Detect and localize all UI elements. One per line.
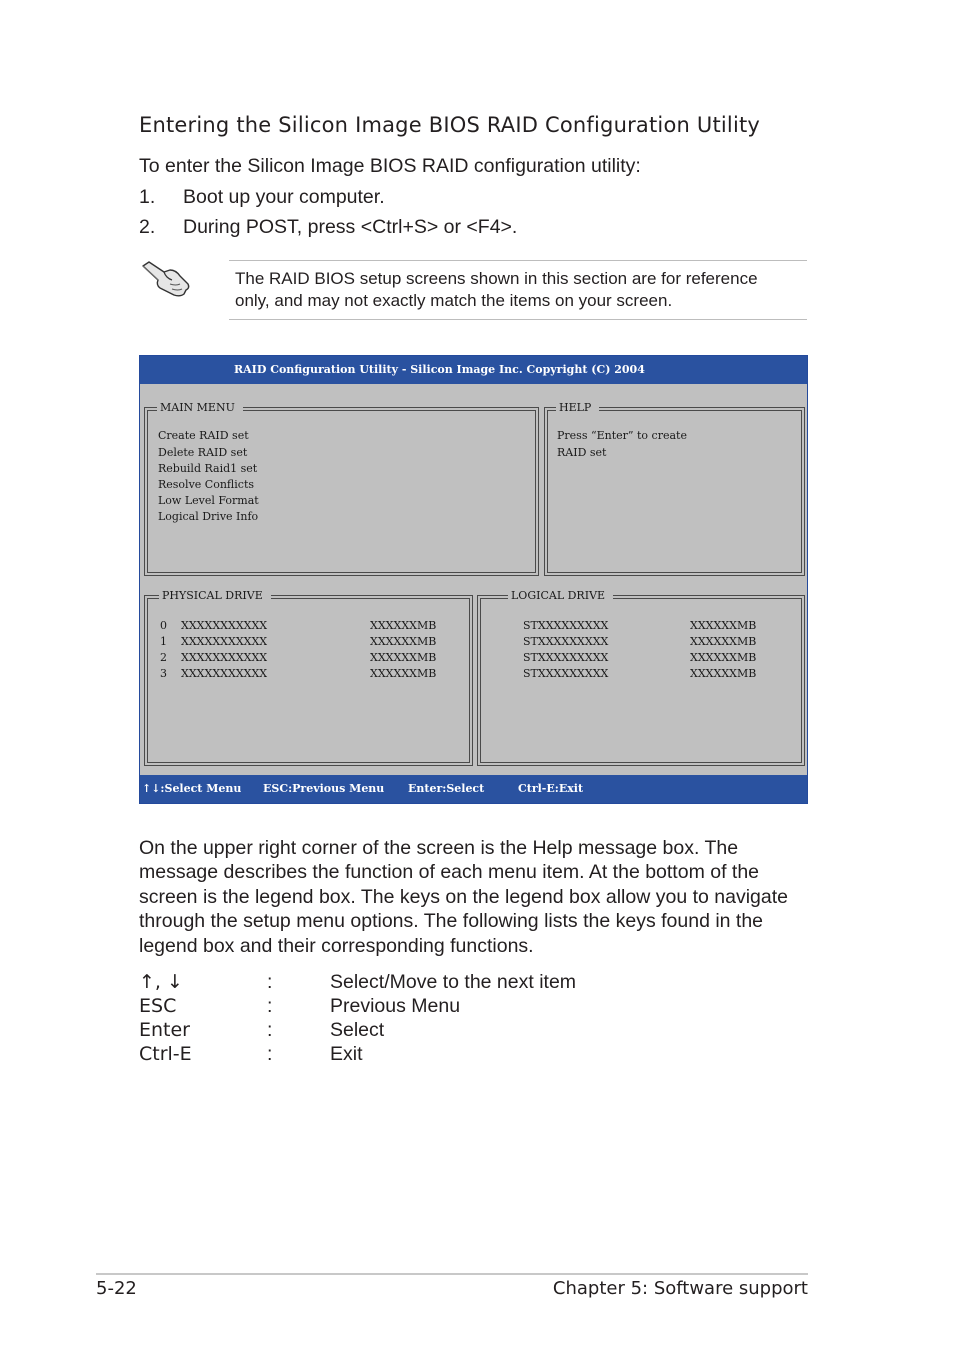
footer-divider	[96, 1273, 808, 1275]
note-box	[229, 260, 807, 320]
key-name: ESC	[139, 995, 177, 1017]
help-panel	[544, 401, 805, 576]
menu-item-delete-raid-set[interactable]: Delete RAID set	[158, 446, 248, 459]
main-menu-label: MAIN MENU	[157, 401, 243, 414]
bios-screenshot	[139, 355, 808, 804]
physical-drive-panel	[144, 589, 473, 766]
main-menu-panel	[144, 401, 539, 576]
logical-drive-name: STXXXXXXXXX	[523, 667, 609, 680]
legend-ctrl-e: Ctrl-E:Exit	[518, 782, 584, 795]
bios-title: RAID Configuration Utility - Silicon Image Inc. Copyright (C) 2004	[234, 363, 645, 376]
drive-name: XXXXXXXXXXX	[181, 635, 268, 648]
drive-index: 2	[160, 651, 167, 664]
drive-index: 0	[160, 619, 167, 632]
help-label: HELP	[556, 401, 599, 414]
intro-text: To enter the Silicon Image BIOS RAID configuration utility:	[139, 155, 641, 177]
key-description: Select/Move to the next item	[330, 971, 577, 993]
key-name: Enter	[139, 1019, 190, 1041]
key-separator: :	[267, 995, 273, 1017]
drive-name: XXXXXXXXXXX	[181, 619, 268, 632]
step-1	[139, 185, 385, 209]
menu-item-low-level-format[interactable]: Low Level Format	[158, 494, 259, 507]
key-name: Ctrl-E	[139, 1043, 192, 1065]
logical-drive-name: STXXXXXXXXX	[523, 651, 609, 664]
menu-item-rebuild-raid1-set[interactable]: Rebuild Raid1 set	[158, 462, 258, 475]
description-paragraph: On the upper right corner of the screen is the Help message box. The message describes the function of each menu item. At the bottom of the screen is the legend box. The keys on the legend box allow you to navigate through the setup menu options. The following lists the keys found in the legend box and their corresponding functions.	[139, 837, 788, 957]
drive-size: XXXXXXMB	[370, 651, 437, 664]
help-text-line-1: Press “Enter” to create	[557, 429, 687, 442]
legend-esc: ESC:Previous Menu	[263, 782, 385, 795]
bios-legend-bar	[140, 775, 807, 803]
logical-drive-panel	[477, 589, 805, 766]
note-line-2: only, and may not exactly match the items on your screen.	[235, 291, 673, 310]
logical-drive-size: XXXXXXMB	[690, 619, 757, 632]
bios-title-bar	[140, 356, 807, 384]
help-text-line-2: RAID set	[557, 446, 607, 459]
key-separator: :	[267, 971, 273, 993]
drive-size: XXXXXXMB	[370, 619, 437, 632]
step-number: 2.	[139, 216, 156, 238]
physical-drive-label: PHYSICAL DRIVE	[159, 589, 271, 602]
key-description: Select	[330, 1019, 385, 1041]
menu-item-resolve-conflicts[interactable]: Resolve Conflicts	[158, 478, 255, 491]
drive-size: XXXXXXMB	[370, 667, 437, 680]
step-number: 1.	[139, 186, 156, 208]
menu-item-create-raid-set[interactable]: Create RAID set	[158, 429, 249, 442]
key-name: ↑, ↓	[139, 971, 183, 993]
key-separator: :	[267, 1043, 273, 1065]
step-text: Boot up your computer.	[183, 186, 385, 208]
logical-drive-size: XXXXXXMB	[690, 667, 757, 680]
legend-enter: Enter:Select	[408, 782, 485, 795]
logical-drive-name: STXXXXXXXXX	[523, 619, 609, 632]
section-title: Entering the Silicon Image BIOS RAID Configuration Utility	[139, 113, 761, 137]
drive-index: 1	[160, 635, 167, 648]
legend-select-menu: ↑↓:Select Menu	[142, 782, 242, 795]
note-line-1: The RAID BIOS setup screens shown in this section are for reference	[235, 269, 758, 288]
pointing-hand-icon	[140, 258, 192, 300]
drive-size: XXXXXXMB	[370, 635, 437, 648]
chapter-title: Chapter 5: Software support	[552, 1278, 808, 1299]
drive-index: 3	[160, 667, 167, 680]
note-text	[235, 268, 758, 312]
step-text: During POST, press <Ctrl+S> or <F4>.	[183, 216, 518, 238]
drive-name: XXXXXXXXXXX	[181, 651, 268, 664]
key-description: Exit	[330, 1043, 363, 1065]
key-separator: :	[267, 1019, 273, 1041]
logical-drive-size: XXXXXXMB	[690, 651, 757, 664]
page-number: 5-22	[96, 1278, 137, 1299]
logical-drive-size: XXXXXXMB	[690, 635, 757, 648]
menu-item-logical-drive-info[interactable]: Logical Drive Info	[158, 510, 259, 523]
logical-drive-name: STXXXXXXXXX	[523, 635, 609, 648]
step-2	[139, 215, 517, 239]
logical-drive-label: LOGICAL DRIVE	[508, 589, 613, 602]
key-description: Previous Menu	[330, 995, 461, 1017]
drive-name: XXXXXXXXXXX	[181, 667, 268, 680]
